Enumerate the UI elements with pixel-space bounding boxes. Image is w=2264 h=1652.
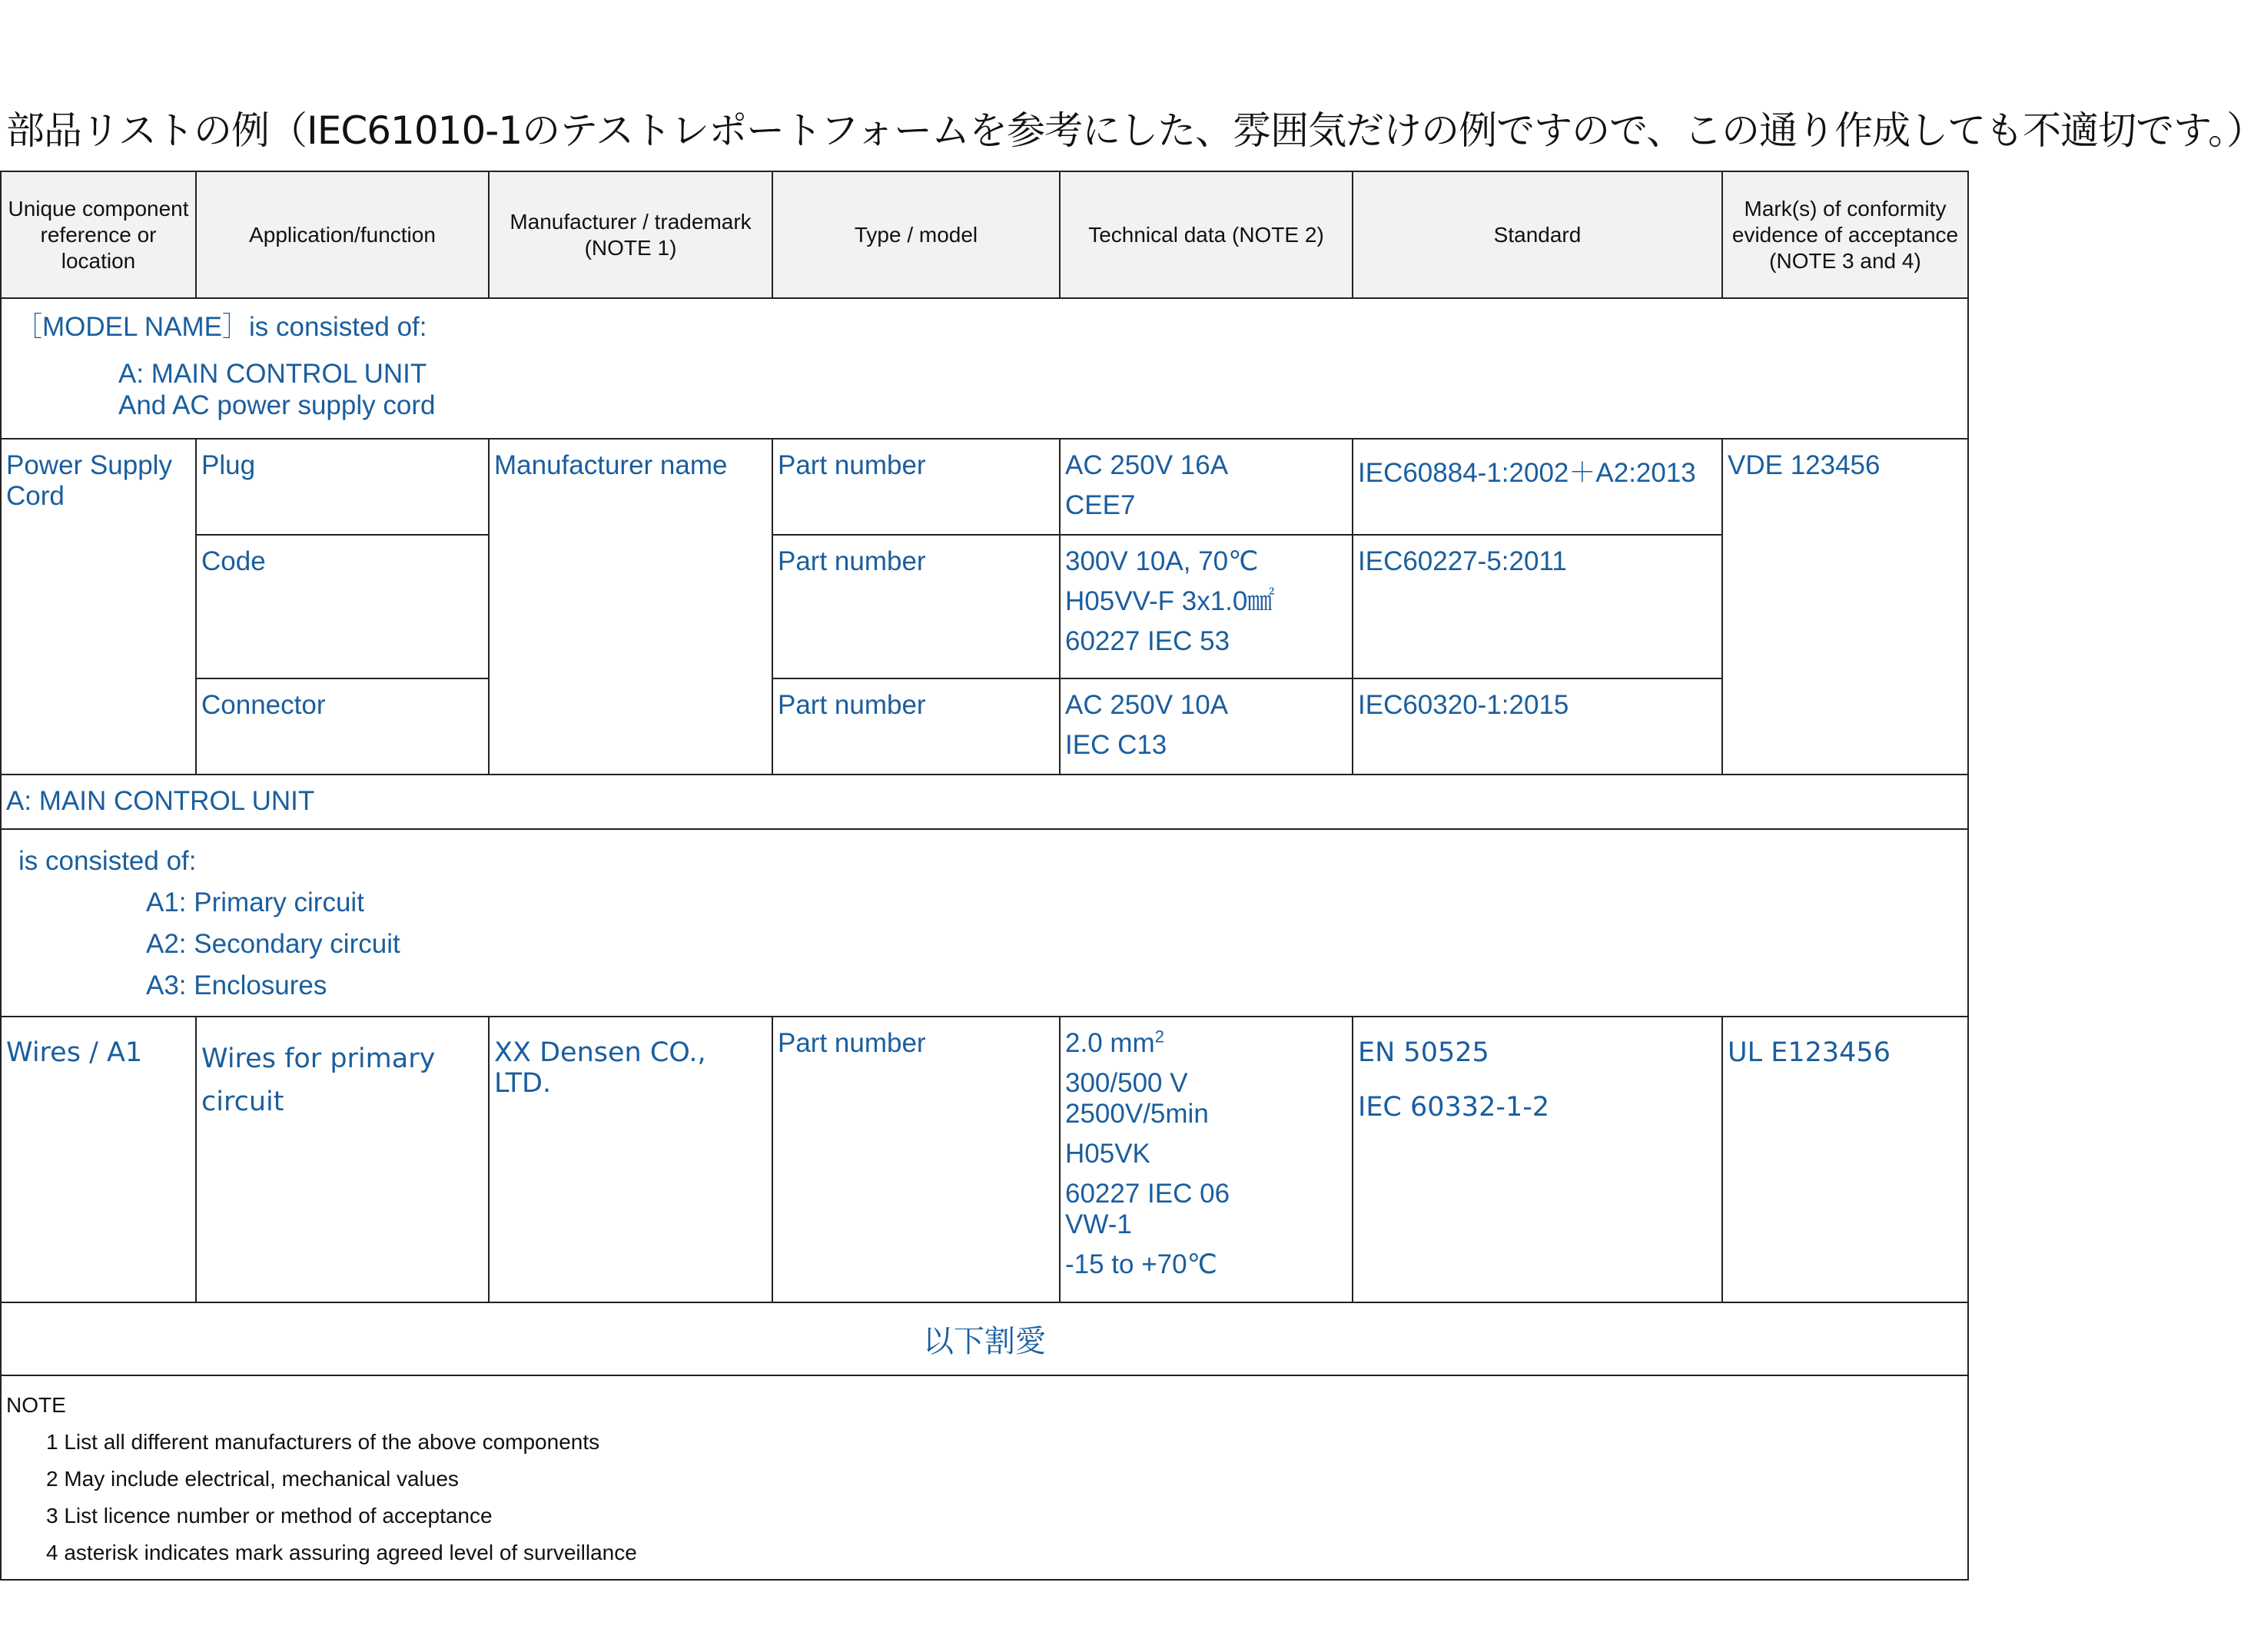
superscript-squared: 2 [1154, 1027, 1164, 1047]
header-manufacturer: Manufacturer / trademark (NOTE 1) [489, 171, 772, 298]
function-code: Code [196, 535, 489, 678]
function-connector: Connector [196, 678, 489, 775]
consist-heading: is consisted of: [18, 846, 197, 876]
standard-line: IEC 60332-1-2 [1358, 1092, 1550, 1123]
notes-row [1, 1375, 1968, 1580]
technical-line: 300V 10A, 70℃ [1065, 546, 1259, 576]
technical-line: H05VV-F 3x1.0㎟ [1065, 586, 1275, 616]
consist-row [1, 829, 1968, 1017]
technical-line: H05VK [1065, 1139, 1150, 1169]
notes-cell [1, 1375, 1968, 1580]
manufacturer-wires: ⅩⅩ Densen CO., LTD. [489, 1017, 772, 1302]
omitted-text: 以下割愛 [1, 1302, 1968, 1375]
technical-plug [1060, 439, 1353, 535]
header-mark: Mark(s) of conformity evidence of acceptance (NOTE 3 and 4) [1722, 171, 1968, 298]
technical-code [1060, 535, 1353, 678]
manufacturer-power-supply: Manufacturer name [489, 439, 772, 775]
standard-plug: IEC60884-1:2002＋A2:2013 [1353, 439, 1722, 535]
note-item: 3 List licence number or method of acceptance [46, 1504, 493, 1528]
section-main-control-unit: A: MAIN CONTROL UNIT [1, 775, 1968, 829]
technical-line: CEE7 [1065, 490, 1136, 520]
header-technical: Technical data (NOTE 2) [1060, 171, 1353, 298]
technical-line [1065, 1028, 1347, 1059]
technical-line: 60227 IEC 53 [1065, 626, 1230, 656]
technical-line: IEC C13 [1065, 730, 1167, 760]
consist-item: A3: Enclosures [146, 970, 327, 1000]
standard-line: EN 50525 [1358, 1037, 1489, 1068]
technical-connector [1060, 678, 1353, 775]
note-item: 2 May include electrical, mechanical values [46, 1467, 459, 1491]
intro-cell [1, 298, 1968, 439]
header-type: Type / model [772, 171, 1060, 298]
note-item: 4 asterisk indicates mark assuring agreed level of surveillance [46, 1541, 637, 1564]
type-plug: Part number [772, 439, 1060, 535]
type-connector: Part number [772, 678, 1060, 775]
consist-item: A2: Secondary circuit [146, 929, 400, 959]
intro-line-main-unit: A: MAIN CONTROL UNIT [118, 359, 427, 389]
notes-heading: NOTE [6, 1393, 66, 1417]
table-row [1, 535, 1968, 678]
consist-item: A1: Primary circuit [146, 887, 364, 917]
type-wires: Part number [772, 1017, 1060, 1302]
technical-line-text: 2.0 mm [1065, 1028, 1155, 1058]
standard-connector: IEC60320-1:2015 [1353, 678, 1722, 775]
reference-power-supply: Power Supply Cord [1, 439, 196, 775]
table-row [1, 439, 1968, 535]
technical-line: 2500V/5min [1065, 1099, 1209, 1129]
intro-line-power-cord: And AC power supply cord [118, 390, 436, 420]
header-reference: Unique component reference or location [1, 171, 196, 298]
header-function: Application/function [196, 171, 489, 298]
mark-wires: UL E123456 [1722, 1017, 1968, 1302]
function-plug: Plug [196, 439, 489, 535]
technical-line: 300/500 V [1065, 1068, 1188, 1098]
function-wires: Wires for primary circuit [196, 1017, 489, 1302]
table-row [1, 1017, 1968, 1302]
technical-wires [1060, 1017, 1353, 1302]
standard-code: IEC60227-5:2011 [1353, 535, 1722, 678]
note-item: 1 List all different manufacturers of the above components [46, 1430, 600, 1454]
component-list-table [0, 171, 1969, 1581]
header-standard: Standard [1353, 171, 1722, 298]
type-code: Part number [772, 535, 1060, 678]
technical-line: VW-1 [1065, 1209, 1132, 1239]
intro-line-model: ［MODEL NAME］is consisted of: [15, 312, 427, 342]
standard-wires [1353, 1017, 1722, 1302]
header-row [1, 171, 1968, 298]
consist-cell [1, 829, 1968, 1017]
page-title: 部品リストの例（IEC61010-1のテストレポートフォームを参考にした、雰囲気だけの例ですので、この通り作成しても不適切です。） [6, 108, 2264, 153]
technical-line: -15 to +70℃ [1065, 1249, 1217, 1279]
section-row [1, 775, 1968, 829]
reference-wires: Wires / A1 [1, 1017, 196, 1302]
technical-line: AC 250V 10A [1065, 690, 1229, 720]
mark-power-supply: VDE 123456 [1722, 439, 1968, 775]
intro-row [1, 298, 1968, 439]
omitted-row [1, 1302, 1968, 1375]
table-row [1, 678, 1968, 775]
technical-line: 60227 IEC 06 [1065, 1179, 1230, 1209]
technical-line: AC 250V 16A [1065, 450, 1229, 480]
